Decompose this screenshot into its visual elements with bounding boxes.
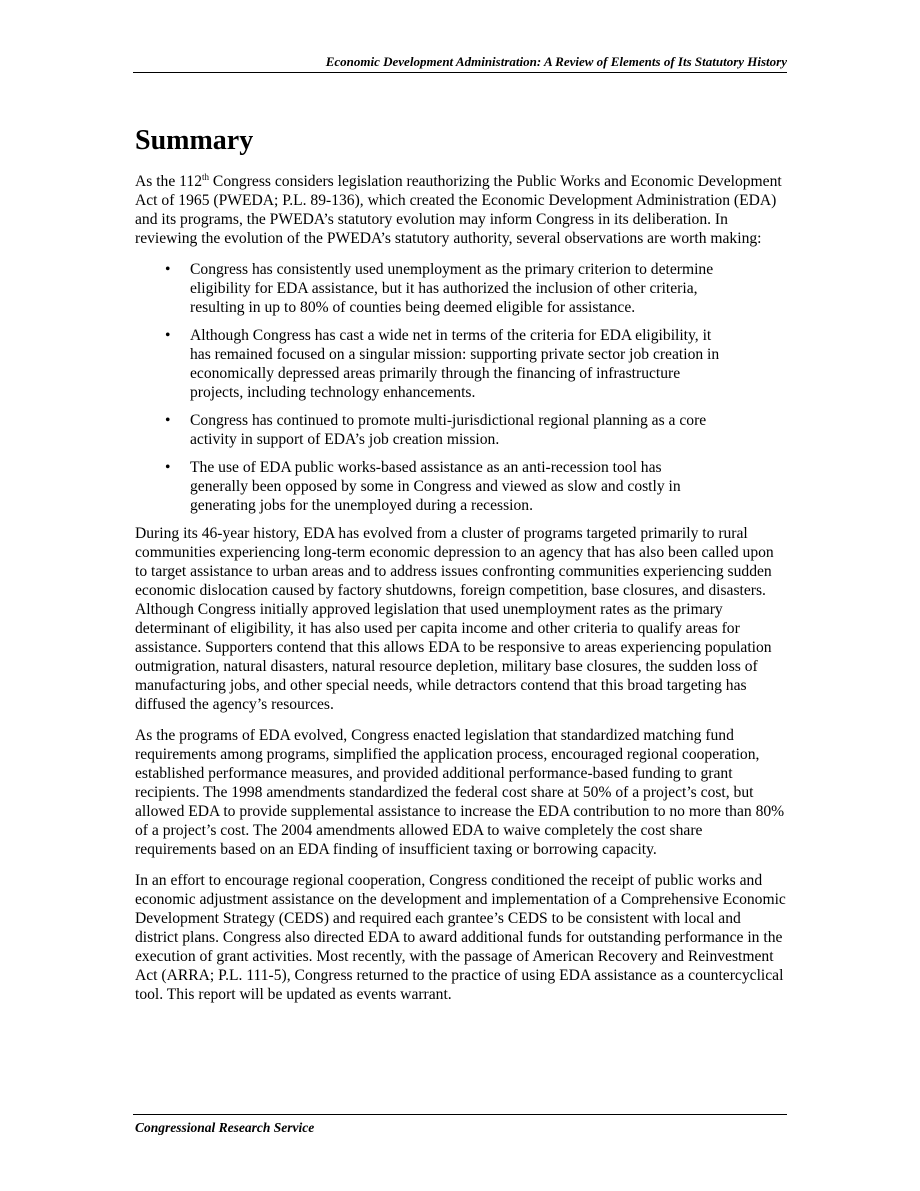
list-item (135, 260, 720, 317)
bullet-icon: • (165, 327, 171, 344)
intro-ordinal-suffix: th (202, 172, 210, 182)
history-paragraph: During its 46-year history, EDA has evolved from a cluster of programs targeted primarily to rural communities experiencing long-term economic depression to an agency that has also been called upon to target assistance to urban areas and to address issues confronting communities experiencing sudden economic dislocation caused by factory shutdowns, foreign competition, base closures, and disasters. Although Congress initially approved legislation that used unemployment rates as the primary determinant of eligibility, it has also used per capita income and other criteria to qualify areas for assistance. Supporters contend that this allows EDA to be responsive to areas experiencing population outmigration, natural disasters, natural resource depletion, military base closures, the sudden loss of manufacturing jobs, and other special needs, while detractors contend that this broad targeting has diffused the agency’s resources. (135, 525, 774, 713)
regional-cooperation-paragraph: In an effort to encourage regional cooperation, Congress conditioned the receipt of public works and economic adjustment assistance on the development and implementation of a Comprehensive Economic Development Strategy (CEDS) and required each grantee’s CEDS to be consistent with local and district plans. Congress also directed EDA to award additional funds for outstanding performance in the execution of grant activities. Most recently, with the passage of American Recovery and Reinvestment Act (ARRA; P.L. 111-5), Congress returned to the practice of using EDA assistance as a countercyclical tool. This report will be updated as events warrant. (135, 872, 786, 1003)
list-item (135, 458, 720, 515)
list-item (135, 411, 720, 449)
intro-paragraph (135, 172, 787, 248)
list-item-text: Congress has continued to promote multi-jurisdictional regional planning as a core activity in support of EDA’s job creation mission. (190, 412, 707, 448)
bullet-icon: • (165, 459, 171, 476)
observations-list (135, 260, 787, 515)
page-title: Summary (135, 125, 254, 156)
intro-text-start: As the 112 (135, 173, 202, 190)
summary-body (135, 172, 787, 1016)
programs-paragraph: As the programs of EDA evolved, Congress enacted legislation that standardized matching fund requirements among programs, simplified the application process, encouraged regional cooperation, established performance measures, and provided additional performance-based funding to grant recipients. The 1998 amendments standardized the federal cost share at 50% of a project’s cost, but allowed EDA to provide supplemental assistance to increase the EDA contribution to no more than 80% of a project’s cost. The 2004 amendments allowed EDA to waive completely the cost share requirements based on an EDA finding of insufficient taxing or borrowing capacity. (135, 727, 785, 858)
footer-divider (133, 1114, 787, 1115)
bullet-icon: • (165, 261, 171, 278)
list-item-text: The use of EDA public works-based assistance as an anti-recession tool has generally been opposed by some in Congress and viewed as slow and costly in generating jobs for the unemployed during a recession. (190, 459, 681, 514)
running-header: Economic Development Administration: A Review of Elements of Its Statutory History (325, 54, 787, 69)
list-item-text: Congress has consistently used unemployment as the primary criterion to determine eligibility for EDA assistance, but it has authorized the inclusion of other criteria, resulting in up to 80% of counties being deemed eligible for assistance. (190, 261, 714, 316)
list-item (135, 326, 720, 402)
bullet-icon: • (165, 412, 171, 429)
footer-label: Congressional Research Service (135, 1120, 315, 1135)
header-divider (133, 72, 787, 73)
list-item-text: Although Congress has cast a wide net in terms of the criteria for EDA eligibility, it has remained focused on a singular mission: supporting private sector job creation in economically depressed areas primarily through the financing of infrastructure projects, including technology enhancements. (190, 327, 720, 401)
intro-text-rest: Congress considers legislation reauthorizing the Public Works and Economic Development Act of 1965 (PWEDA; P.L. 89-136), which created the Economic Development Administration (EDA) and its programs, the PWEDA’s statutory evolution may inform Congress in its deliberation. In reviewing the evolution of the PWEDA’s statutory authority, several observations are worth making: (135, 173, 782, 247)
